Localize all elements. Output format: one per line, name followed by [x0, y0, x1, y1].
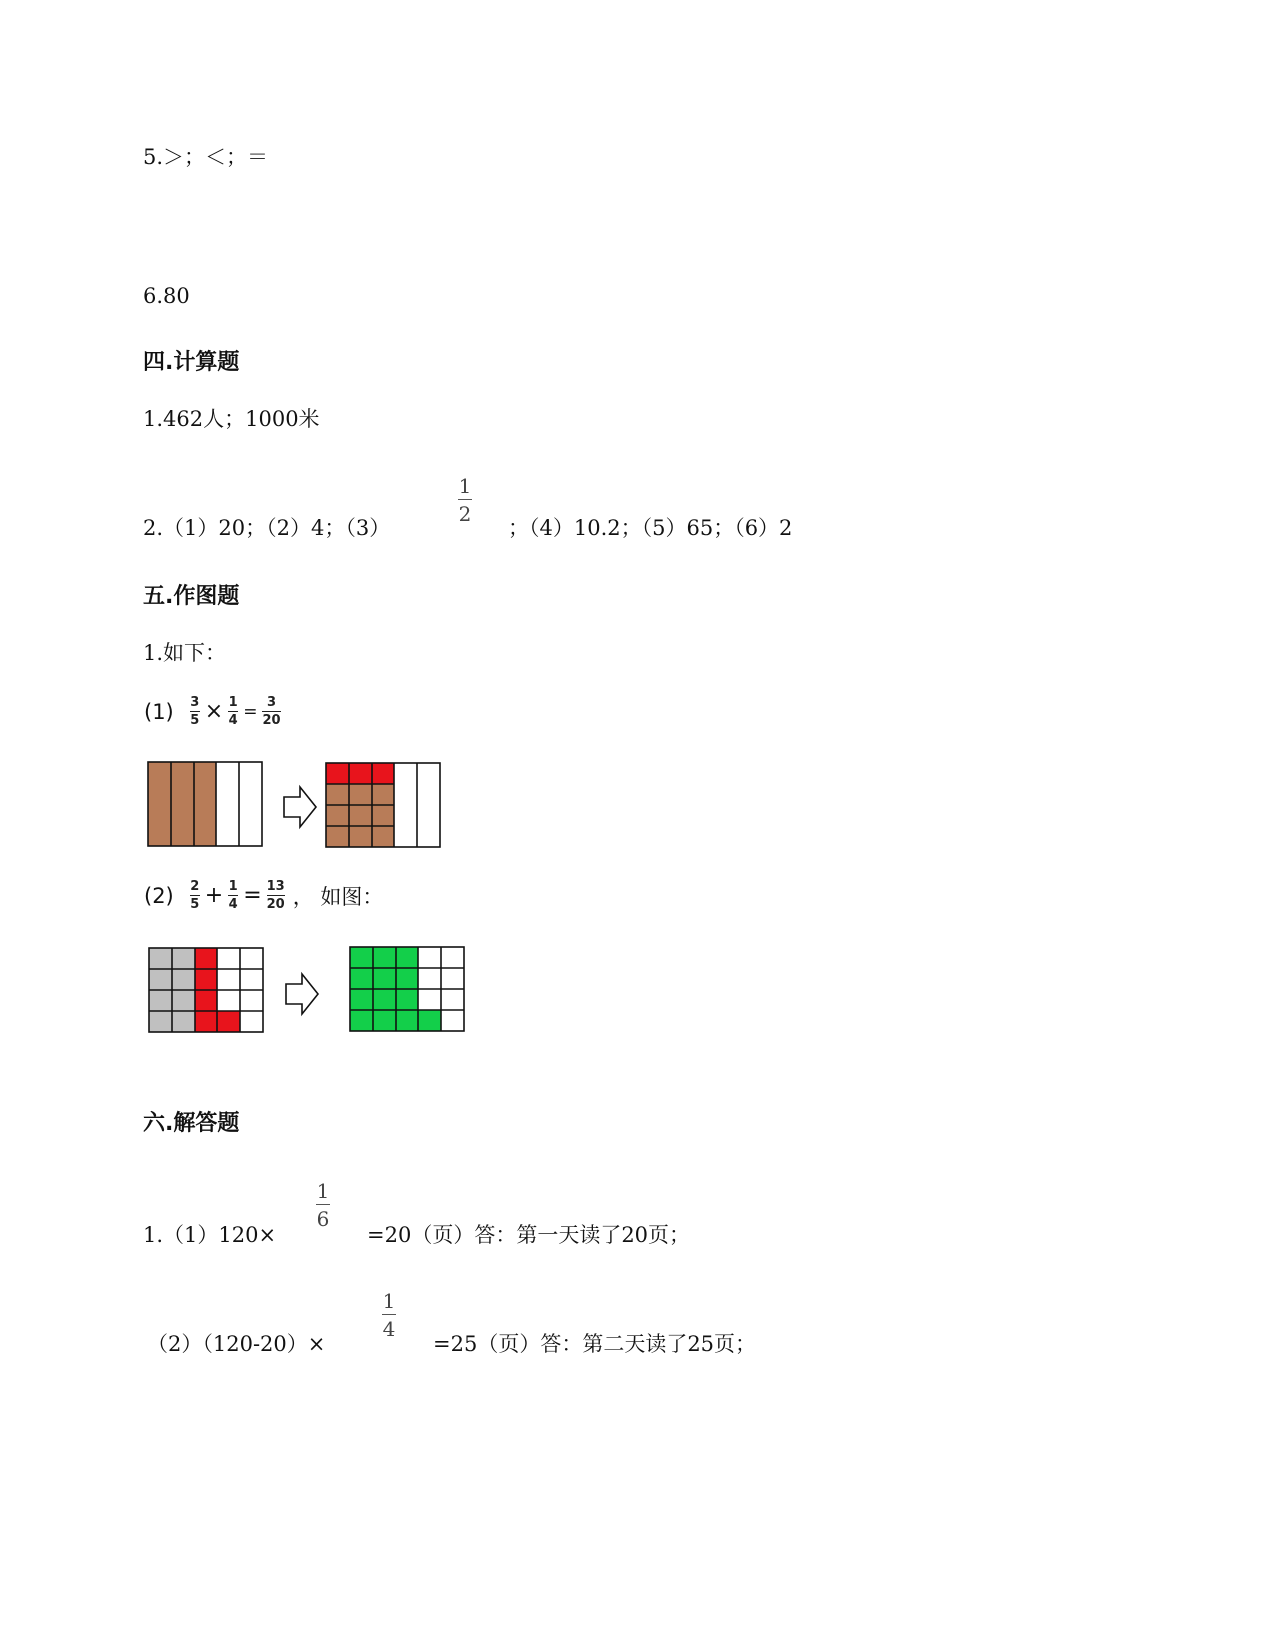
item-1-fraction-b-num: 1	[228, 695, 238, 710]
item-1-fraction-b-den: 4	[228, 713, 238, 728]
section-4-answer-2-suffix: ；（4）10.2；（5）65；（6）2	[508, 516, 793, 540]
item-1-equals-sign: =	[243, 701, 258, 722]
section-4-answer-2-prefix: 2.（1）20；（2）4；（3）	[143, 516, 391, 540]
item-1-result-den: 20	[262, 713, 281, 728]
right-arrow-icon	[286, 974, 318, 1014]
section-6-answer-1-prefix: 1.（1）120×	[143, 1223, 277, 1247]
fraction-denominator: 4	[382, 1317, 396, 1341]
item-2-equals-sign: =	[243, 883, 262, 908]
fraction-numerator: 1	[382, 1289, 396, 1313]
section-4-heading: 四.计算题	[143, 350, 240, 375]
item-1-result-num: 3	[266, 695, 276, 710]
section-5-heading: 五.作图题	[143, 584, 240, 609]
item-2-result-den: 20	[266, 897, 285, 912]
answer-6: 6.80	[143, 284, 190, 308]
item-2-left-red-cell	[217, 1011, 240, 1032]
item-2-fraction-a-den: 5	[190, 897, 200, 912]
item-2-fraction-b-num: 1	[228, 879, 238, 894]
item-1-fraction-a-num: 3	[190, 695, 200, 710]
item-2-left-grid	[149, 948, 263, 1032]
section-6-answer-2-prefix: （2）（120-20）×	[147, 1332, 326, 1356]
item-2-right-grid	[350, 947, 464, 1031]
fraction-denominator: 6	[316, 1207, 330, 1231]
section-6-answer-1-fraction	[316, 1181, 330, 1229]
item-2-tail: ， 如图：	[292, 884, 384, 909]
section-4-answer-1: 1.462人；1000米	[143, 407, 320, 431]
item-2-plus-sign: +	[204, 883, 224, 908]
answer-5: 5.＞；＜；＝	[143, 145, 269, 169]
section-6-heading: 六.解答题	[143, 1111, 240, 1136]
section-5-answer-1-label: 1.如下：	[143, 641, 227, 665]
item-2-label: (2)	[144, 883, 174, 908]
item-1-times-sign: ×	[204, 699, 224, 724]
section-6-answer-1-suffix: =20（页）答：第一天读了20页；	[367, 1223, 691, 1247]
item-2-result-num: 13	[266, 879, 285, 894]
item-2-right-green-cell	[418, 1010, 441, 1031]
item-1-label: (1)	[144, 699, 174, 724]
fraction-numerator: 1	[316, 1179, 330, 1203]
fraction-denominator: 2	[458, 502, 472, 526]
fraction-numerator: 1	[458, 474, 472, 498]
item-2-fraction-a-num: 2	[190, 879, 200, 894]
item-2-fraction-b-den: 4	[228, 897, 238, 912]
section-6-answer-2-suffix: =25（页）答：第二天读了25页；	[433, 1332, 757, 1356]
section-6-answer-2-fraction	[382, 1291, 396, 1339]
item-1-fraction-a-den: 5	[190, 713, 200, 728]
